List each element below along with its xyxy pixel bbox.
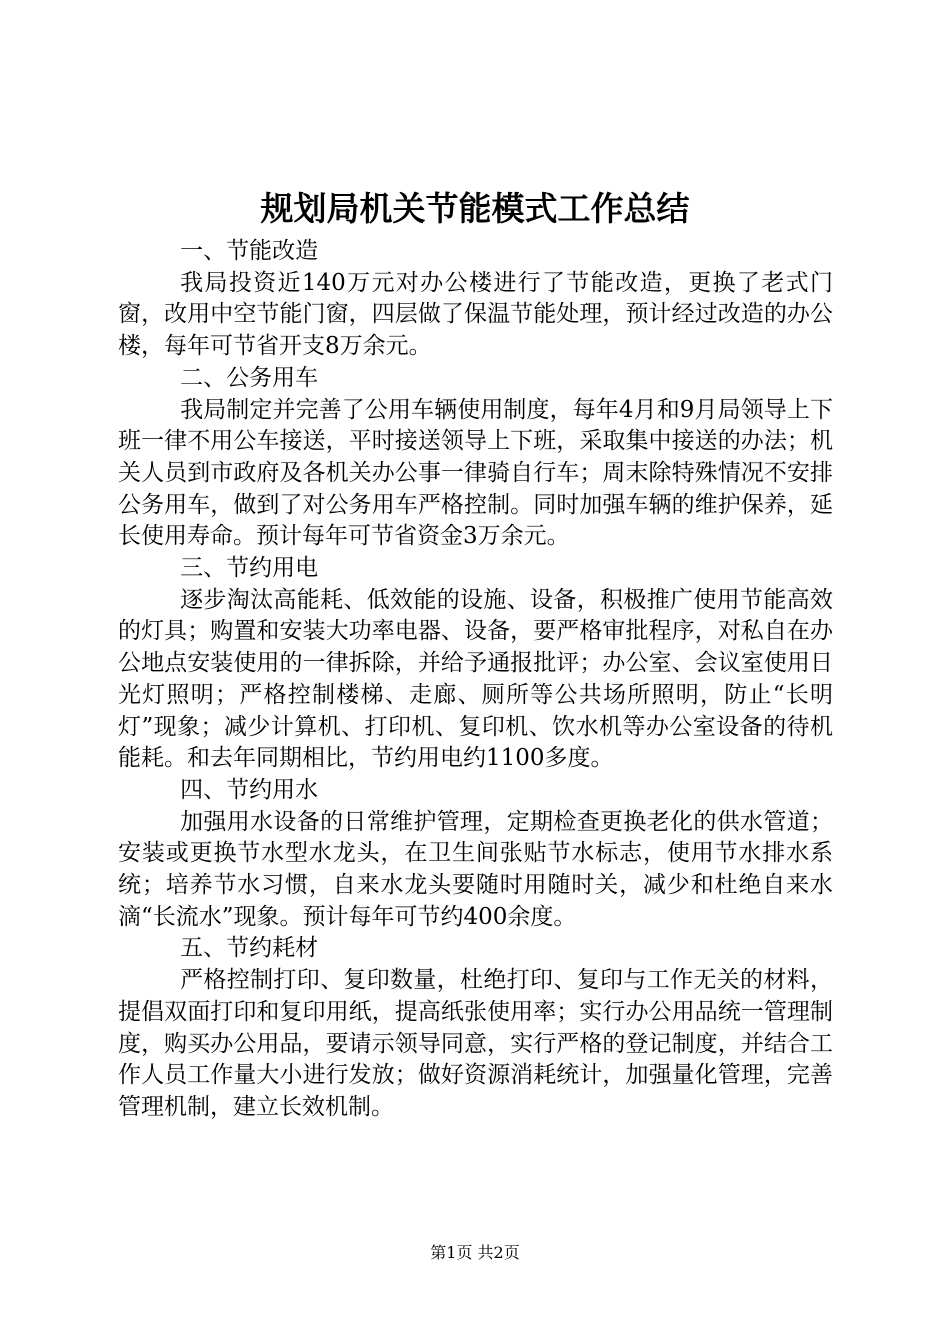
page-footer: 第1页 共2页 <box>430 1243 520 1262</box>
section-paragraph: 加强用水设备的日常维护管理，定期检查更换老化的供水管道；安装或更换节水型水龙头，在卫生间张贴节水标志，使用节水排水系统；培养节水习惯，自来水龙头要随时用随时关，减少和杜绝自来水滴“长流水”现象。预计每年可节约400余度。 <box>118 808 833 930</box>
document-title: 规划局机关节能模式工作总结 <box>260 189 690 228</box>
section-heading: 一、节能改造 <box>180 238 319 264</box>
section-paragraph: 我局投资近140万元对办公楼进行了节能改造，更换了老式门窗，改用中空节能门窗，四层做了保温节能处理，预计经过改造的办公楼，每年可节省开支8万余元。 <box>118 269 833 360</box>
section-heading: 四、节约用水 <box>180 776 319 803</box>
section-heading: 二、公务用车 <box>180 364 319 391</box>
section-paragraph: 我局制定并完善了公用车辆使用制度，每年4月和9月局领导上下班一律不用公车接送，平时接送领导上下班，采取集中接送的办法；机关人员到市政府及各机关办公事一律骑自行车；周末除特殊情况不安排公务用车，做到了对公务用车严格控制。同时加强车辆的维护保养，延长使用寿命。预计每年可节省资金3万余元。 <box>118 396 833 550</box>
section-heading: 五、节约耗材 <box>180 935 319 962</box>
section-paragraph: 严格控制打印、复印数量，杜绝打印、复印与工作无关的材料，提倡双面打印和复印用纸，提高纸张使用率；实行办公用品统一管理制度，购买办公用品，要请示领导同意，实行严格的登记制度，并结合工作人员工作量大小进行发放；做好资源消耗统计，加强量化管理，完善管理机制，建立长效机制。 <box>118 967 833 1120</box>
section-paragraph: 逐步淘汰高能耗、低效能的设施、设备，积极推广使用节能高效的灯具；购置和安装大功率电器、设备，要严格审批程序，对私自在办公地点安装使用的一律拆除，并给予通报批评；办公室、会议室使用日光灯照明；严格控制楼梯、走廊、厕所等公共场所照明，防止“长明灯”现象；减少计算机、打印机、复印机、饮水机等办公室设备的待机能耗。和去年同期相比，节约用电约1100多度。 <box>118 586 833 772</box>
section-heading: 三、节约用电 <box>180 555 319 582</box>
document-body <box>118 236 833 1124</box>
